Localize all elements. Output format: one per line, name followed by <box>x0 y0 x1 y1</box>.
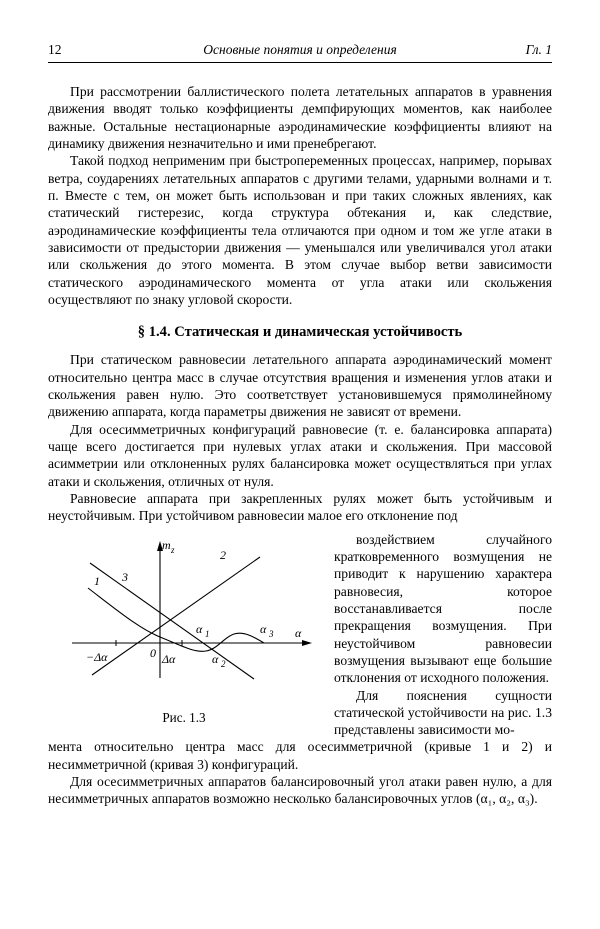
figure-graph <box>48 533 320 703</box>
running-head-chapter: Гл. 1 <box>525 42 552 57</box>
running-head-title: Основные понятия и определения <box>203 42 397 57</box>
axis-x-label: α <box>295 625 302 640</box>
curve-label-1: 1 <box>94 573 100 588</box>
figure-1-3 <box>48 533 320 726</box>
paragraph-2: Такой подход неприменим при быстропеременных процессах, например, порывах ветра, соударениях летательных аппаратов с другими телами, ударными волнами и т. п. Вместе с тем, он может быть использован и при таких сложных явлениях, как статический гистерезис, когда структура обтекания и, как следствие, аэродинамические коэффициенты тела отличаются при одном и том же угле атаки в зависимости от предыстории движения — уменьшался или увеличивался угол атаки или скольжения до этого момента. В этом случае выбор ветви зависимости статического аэродинамического момента от угла атаки или скольжения осуществляют по знаку угловой скорости. <box>48 153 552 307</box>
figure-caption: Рис. 1.3 <box>162 709 206 725</box>
tick-label-alpha1: α <box>196 621 203 636</box>
paragraph-1: При рассмотрении баллистического полета летательных аппаратов в уравнения движения вводят только коэффициенты демпфирующих моментов, как наиболее важные. Остальные нестационарные аэродинамические коэффициенты влияют на динамику движения незначительно и ими пренебрегают. <box>48 84 552 151</box>
paragraph-6: Для пояснения сущности статической устойчивости на рис. 1.3 представлены зависимости мо- <box>334 687 552 738</box>
after-figure-text <box>48 738 552 807</box>
tick-label-dalpha: Δα <box>162 651 176 666</box>
paragraph-5: Равновесие аппарата при закрепленных рулях может быть устойчивым и неустойчивым. При устойчивом равновесии малое его отклонение под <box>48 490 552 524</box>
svg-text:1: 1 <box>205 628 210 639</box>
tick-label-alpha2: α <box>212 651 219 666</box>
figure-block <box>48 531 552 739</box>
axis-y-label: m <box>162 537 171 552</box>
svg-text:3: 3 <box>269 628 274 639</box>
origin-label: 0 <box>150 645 156 660</box>
svg-text:2: 2 <box>221 658 226 669</box>
paragraph-7: Для осесимметричных аппаратов балансировочный угол атаки равен нулю, а для несимметричных аппаратов возможно несколько балансировочных углов (α₁, α₂, α₃). <box>48 774 552 807</box>
tick-label-minus-dalpha: −Δα <box>86 649 108 664</box>
curve-label-2: 2 <box>220 547 226 562</box>
paragraph-6-continued: мента относительно центра масс для осесимметричной (кривые 1 и 2) и несимметричной (кривая 3) конфигураций. <box>48 739 552 772</box>
paragraph-4: Для осесимметричных конфигураций равновесие (т. е. балансировка аппарата) чаще всего достигается при нулевых углах атаки и скольжения. При массовой асимметрии или отклоненных рулях балансировка может осуществляться при углах атаки и скольжения, отличных от нуля. <box>48 421 552 489</box>
section-number: § 1.4. <box>137 324 171 341</box>
axis-y-subscript: z <box>171 544 175 555</box>
paragraph-5-continued: воздействием случайного кратковременного возмущения не приводит к нарушению характера равновесия, которое восстанавливается после прекращения возмущения. При неустойчивом равновесии возмущения вызывают еще большие отклонения от исходного положения. <box>334 531 552 686</box>
page-number: 12 <box>48 42 62 57</box>
section-title: Статическая и динамическая устойчивость <box>174 324 463 341</box>
tick-label-alpha3: α <box>260 621 267 636</box>
curve-label-3: 3 <box>122 569 128 584</box>
paragraph-3: При статическом равновесии летательного аппарата аэродинамический момент относительно центра масс в случае отсутствия вращения и изменения углов атаки и скольжения равен нулю. Это соответствует установившемуся прямолинейному движению аппарата, когда параметры движения не зависят от времени. <box>48 352 552 420</box>
running-head <box>48 42 552 63</box>
section-heading <box>48 324 552 341</box>
